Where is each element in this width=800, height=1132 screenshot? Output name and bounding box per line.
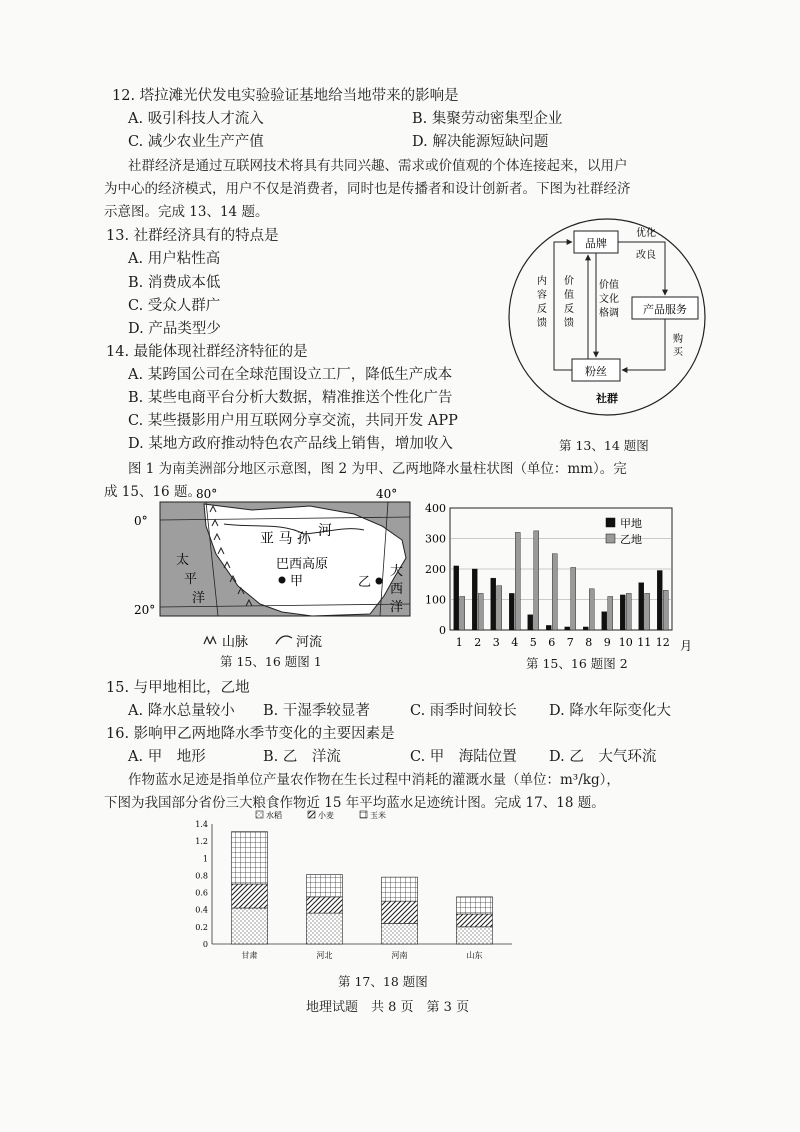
pacific-label-1: 太 <box>176 553 190 568</box>
legend-swatch <box>606 518 615 527</box>
value-culture-2: 文化 <box>599 294 619 305</box>
legend-swatch <box>308 811 315 818</box>
x-tick-label: 3 <box>492 636 500 649</box>
x-tick-label: 4 <box>511 636 519 649</box>
q15-option-a: A. 降水总量较小 <box>128 703 235 719</box>
content-feedback-2: 容 <box>537 290 547 301</box>
water-caption: 第 17、18 题图 <box>338 974 428 989</box>
bar-yi <box>478 593 483 630</box>
q12-option-c: C. 减少农业生产产值 <box>128 134 264 150</box>
y-tick-label: 1 <box>202 854 208 864</box>
y-tick-label: 1.4 <box>195 820 208 829</box>
stack-segment <box>382 877 418 901</box>
x-tick-label: 2 <box>474 636 482 649</box>
yi-point <box>376 578 383 585</box>
y-tick-label: 200 <box>425 563 446 576</box>
x-tick-label: 1 <box>455 636 463 649</box>
precipitation-chart <box>420 494 693 654</box>
stack-segment <box>457 897 493 914</box>
q15-option-c: C. 雨季时间较长 <box>410 703 517 719</box>
intro-15-16-line1: 图 1 为南美洲部分地区示意图，图 2 为甲、乙两地降水量柱状图（单位：mm）。完 <box>128 461 627 477</box>
atlantic-label-3: 洋 <box>390 600 404 615</box>
stack-segment <box>307 897 343 913</box>
pacific-label-2: 平 <box>184 572 198 587</box>
jia-label: 甲 <box>290 574 304 589</box>
q15-stem: 15. 与甲地相比，乙地 <box>106 680 250 696</box>
x-tick-label: 山东 <box>466 951 483 960</box>
stack-segment <box>307 913 343 944</box>
bar-yi <box>571 567 576 630</box>
community-economy-diagram <box>496 214 718 436</box>
x-tick-label: 12 <box>655 636 670 649</box>
stack-segment <box>307 875 343 897</box>
stack-segment <box>232 908 268 944</box>
q14-stem: 14. 最能体现社群经济特征的是 <box>106 344 308 360</box>
q13-stem: 13. 社群经济具有的特点是 <box>106 228 279 244</box>
value-feedback-4: 馈 <box>564 318 574 329</box>
y-tick-label: 400 <box>425 502 446 515</box>
bar-yi <box>460 596 465 630</box>
x-tick-label: 5 <box>529 636 537 649</box>
bar-yi <box>515 532 520 630</box>
y-tick-label: 0.8 <box>195 871 208 881</box>
x-tick-label: 河南 <box>391 951 408 960</box>
diagram-13-14-caption: 第 13、14 题图 <box>559 438 649 453</box>
y-tick-label: 0 <box>202 940 208 949</box>
legend-mountain-icon <box>204 637 216 644</box>
bar-jia <box>491 578 496 630</box>
intro-13-14-line2: 为中心的经济模式，用户不仅是消费者，同时也是传播者和设计创新者。下图为社群经济 <box>104 181 631 197</box>
x-tick-label: 甘肃 <box>241 951 258 960</box>
bar-yi <box>589 589 594 630</box>
bar-jia <box>509 593 514 630</box>
q12-stem: 12. 塔拉滩光伏发电实验验证基地给当地带来的影响是 <box>112 88 459 104</box>
bar-yi <box>552 554 557 630</box>
y-tick-label: 300 <box>425 532 446 546</box>
legend-label: 甲地 <box>620 517 642 530</box>
q14-option-c: C. 某些摄影用户用互联网分享交流，共同开发 APP <box>128 413 458 429</box>
amazon-label: 亚 马 孙 <box>260 531 311 547</box>
legend-river-label: 河流 <box>296 635 323 650</box>
lat-20-label: 20° <box>134 603 156 617</box>
optimize-label-2: 改良 <box>636 250 656 261</box>
bar-yi <box>626 593 631 630</box>
intro-13-14-line3: 示意图。完成 13、14 题。 <box>104 204 269 220</box>
x-tick-label: 10 <box>618 636 633 649</box>
legend-swatch <box>606 534 615 543</box>
bar-jia <box>583 627 588 630</box>
q15-option-d: D. 降水年际变化大 <box>549 703 671 719</box>
y-tick-label: 1.2 <box>195 837 208 847</box>
fans-label: 粉丝 <box>585 365 607 378</box>
bar-jia <box>546 625 551 630</box>
bar-yi <box>608 596 613 630</box>
page-footer: 地理试题 共 8 页 第 3 页 <box>306 1000 470 1015</box>
bar-jia <box>472 569 477 630</box>
south-america-map <box>132 482 422 672</box>
legend-swatch <box>360 811 367 818</box>
q14-option-b: B. 某些电商平台分析大数据，精准推送个性化广告 <box>128 390 453 406</box>
pacific-label-3: 洋 <box>192 591 206 606</box>
q16-option-c: C. 甲 海陆位置 <box>410 749 517 765</box>
lon-80-label: 80° <box>196 487 218 501</box>
legend-river-icon <box>276 636 292 644</box>
bar-jia <box>620 595 625 630</box>
q16-option-b: B. 乙 洋流 <box>263 749 341 765</box>
content-feedback-4: 馈 <box>537 318 547 329</box>
lon-40-label: 40° <box>376 487 398 501</box>
buy-label-2: 买 <box>673 347 683 358</box>
buy-arrow <box>622 319 665 370</box>
yi-label: 乙 <box>358 575 372 590</box>
optimize-label-1: 优化 <box>636 228 656 239</box>
legend-mountain-label: 山脉 <box>222 635 249 650</box>
y-tick-label: 0 <box>439 624 446 637</box>
content-feedback-3: 反 <box>537 304 547 315</box>
x-tick-label: 河北 <box>316 951 333 960</box>
lat-0-label: 0° <box>134 514 148 528</box>
bar-jia <box>454 566 459 630</box>
legend-swatch <box>256 811 263 818</box>
stack-segment <box>457 927 493 944</box>
map-caption: 第 15、16 题图 1 <box>220 654 322 669</box>
intro-17-18-line2: 下图为我国部分省份三大粮食作物近 15 年平均蓝水足迹统计图。完成 17、18 题。 <box>104 795 605 811</box>
x-tick-label: 7 <box>566 636 574 649</box>
legend-label: 乙地 <box>620 533 642 546</box>
atlantic-label-2: 西 <box>390 582 404 597</box>
blue-water-chart <box>180 812 520 972</box>
q16-option-a: A. 甲 地形 <box>128 749 206 765</box>
q12-option-d: D. 解决能源短缺问题 <box>412 134 549 150</box>
q14-option-d: D. 某地方政府推动特色农产品线上销售，增加收入 <box>128 436 453 452</box>
value-culture-3: 格调 <box>599 308 619 319</box>
bar-yi <box>645 593 650 630</box>
legend-label: 水稻 <box>266 811 282 820</box>
intro-17-18-line1: 作物蓝水足迹是指单位产量农作物在生长过程中消耗的灌溉水量（单位：m³/kg）， <box>128 772 620 788</box>
precip-caption: 第 15、16 题图 2 <box>526 656 628 671</box>
bar-jia <box>602 612 607 630</box>
plateau-label: 巴西高原 <box>276 557 329 572</box>
value-feedback-2: 值 <box>564 290 574 301</box>
river-label: 河 <box>318 523 332 539</box>
legend-label: 玉米 <box>370 811 386 820</box>
q15-option-b: B. 干湿季较显著 <box>263 703 370 719</box>
y-tick-label: 0.6 <box>195 888 208 898</box>
q13-option-b: B. 消费成本低 <box>128 275 221 291</box>
jia-point <box>279 577 286 584</box>
q13-option-a: A. 用户粘性高 <box>128 251 221 267</box>
value-feedback-1: 价 <box>564 276 574 287</box>
x-tick-label: 9 <box>603 636 611 649</box>
bar-yi <box>534 531 539 630</box>
q13-option-c: C. 受众人群广 <box>128 298 221 314</box>
atlantic-label-1: 大 <box>390 564 404 579</box>
bar-jia <box>528 615 533 630</box>
bar-jia <box>565 627 570 630</box>
value-culture-1: 价值 <box>599 280 619 291</box>
bar-yi <box>497 586 502 630</box>
q12-option-a: A. 吸引科技人才流入 <box>128 111 264 127</box>
y-tick-label: 0.4 <box>195 905 208 915</box>
month-unit-label: 月 <box>680 639 693 653</box>
product-service-label: 产品服务 <box>643 303 687 316</box>
bar-yi <box>663 590 668 630</box>
y-tick-label: 0.2 <box>195 922 208 932</box>
x-tick-label: 11 <box>637 636 652 649</box>
stack-segment <box>382 901 418 923</box>
stack-segment <box>232 832 268 884</box>
intro-15-16-line2: 成 15、16 题。 <box>104 484 201 500</box>
q16-stem: 16. 影响甲乙两地降水季节变化的主要因素是 <box>106 726 395 742</box>
x-tick-label: 6 <box>548 636 556 649</box>
intro-13-14-line1: 社群经济是通过互联网技术将具有共同兴趣、需求或价值观的个体连接起来，以用户 <box>128 158 628 174</box>
q14-option-a: A. 某跨国公司在全球范围设立工厂，降低生产成本 <box>128 367 453 383</box>
community-label: 社群 <box>596 392 618 405</box>
bar-jia <box>639 583 644 630</box>
q13-option-d: D. 产品类型少 <box>128 321 221 337</box>
q16-option-d: D. 乙 大气环流 <box>549 749 657 765</box>
y-tick-label: 100 <box>425 593 446 607</box>
content-feedback-1: 内 <box>537 276 547 287</box>
stack-segment <box>457 914 493 927</box>
stack-segment <box>232 884 268 908</box>
value-feedback-3: 反 <box>564 304 574 315</box>
brand-label: 品牌 <box>585 237 607 250</box>
x-tick-label: 8 <box>585 636 593 649</box>
bar-jia <box>657 571 662 630</box>
q12-option-b: B. 集聚劳动密集型企业 <box>412 111 563 127</box>
buy-label-1: 购 <box>673 334 683 345</box>
stack-segment <box>382 923 418 944</box>
legend-label: 小麦 <box>318 811 334 820</box>
